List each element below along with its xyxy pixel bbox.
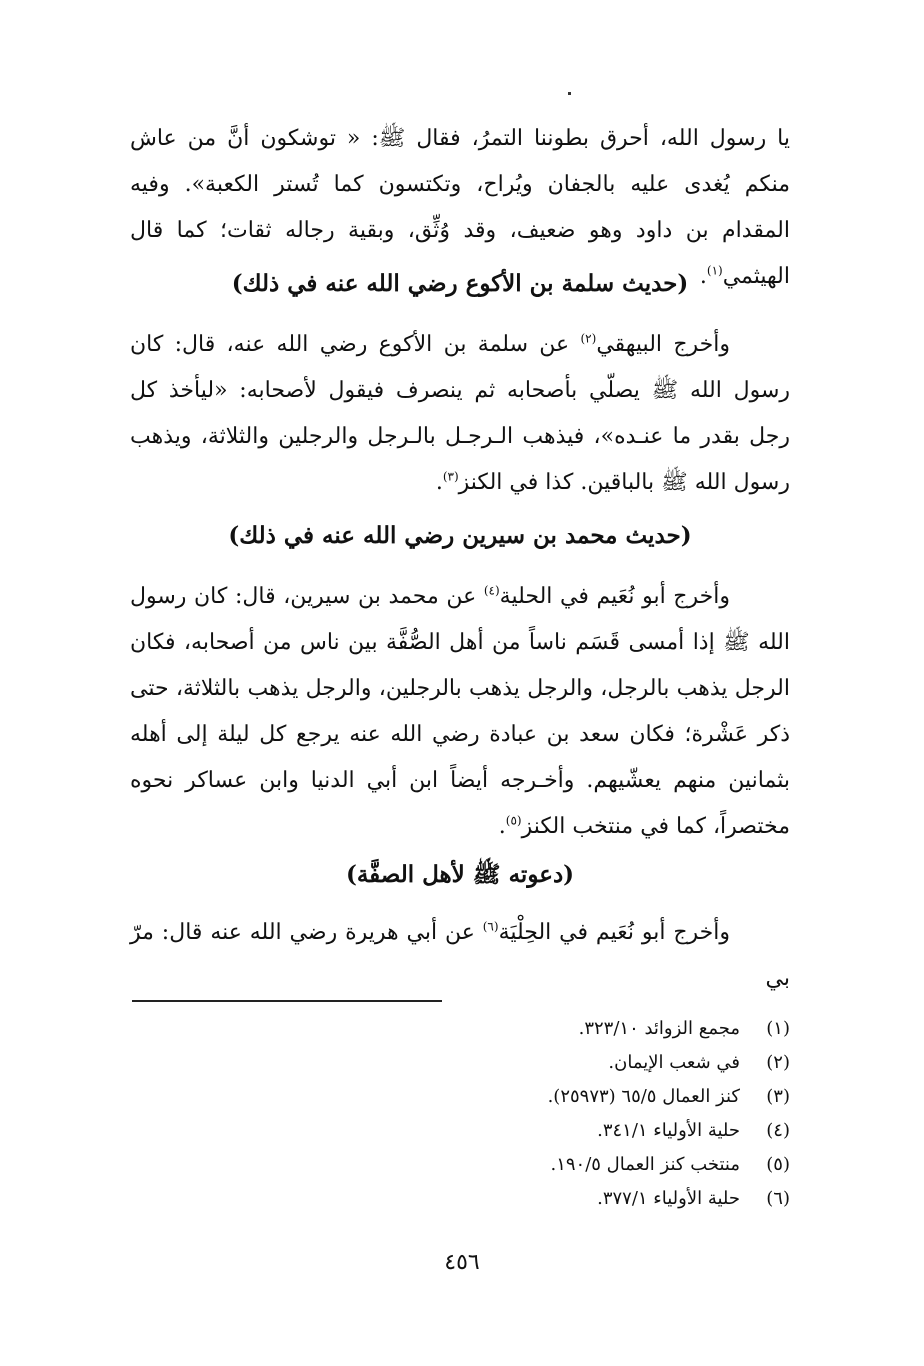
paragraph-4-text: عن أبي هريرة رضي الله عنه قال: مرّ بي: [130, 920, 790, 991]
full-stop: .: [699, 264, 707, 289]
paragraph-1-text: يا رسول الله، أحرق بطوننا التمرُ، فقال ﷺ: « توشكون أنَّ من عاش منكم يُغدى عليه بالجفان ويُراح، وتكتسون كما تُستر الكعبة». وفيه المقدام بن داود وهو ضعيف، وقد وُثِّق، وبقية رجاله ثقات؛ كما قال الهيثمي: [130, 126, 790, 289]
paragraph-3-text: عن محمد بن سيرين، قال: كان رسول الله ﷺ إذا أمسى قَسَم ناساً من أهل الصُّفَّة بين ناس من أصحابه، فكان الرجل يذهب بالرجل، والرجل يذهب بالرجلين، والرجل يذهب بالثلاثة، حتى ذكر عَشْرة؛ فكان سعد بن عبادة رضي الله عنه يرجع كل ليلة إلى أهله بثمانين منهم يعشّيهم. وأخـرجه أيضاً ابن أبي الدنيا وابن عساكر نحوه مختصراً، كما في منتخب الكنز: [130, 584, 790, 839]
paragraph-3-lead: وأخرج أبو نُعَيم في الحلية: [499, 584, 730, 609]
footnote-separator: [132, 1000, 442, 1002]
footnote-item: [290, 1148, 790, 1182]
footnote-item: [290, 1114, 790, 1148]
footnote-ref-6: (٦): [482, 919, 499, 934]
footnotes-list: [290, 1012, 790, 1216]
paragraph-2: [130, 322, 790, 506]
footnote-item: [290, 1012, 790, 1046]
ink-speck: [568, 92, 571, 95]
footnote-item: [290, 1046, 790, 1080]
footnote-ref-5: (٥): [505, 813, 522, 828]
footnote-number: (٢): [766, 1052, 790, 1073]
footnote-number: (٤): [766, 1120, 790, 1141]
paragraph-2-lead: وأخرج البيهقي: [596, 332, 730, 357]
heading-salama: (حديث سلمة بن الأكوع رضي الله عنه في ذلك): [231, 270, 689, 297]
paragraph-4: [130, 910, 790, 1002]
paragraph-4-lead: وأخرج أبو نُعَيم في الحِلْيَة: [498, 920, 730, 945]
full-stop: .: [498, 814, 506, 839]
full-stop: .: [435, 470, 443, 495]
footnote-text: منتخب كنز العمال ١٩٠/٥.: [550, 1154, 740, 1175]
footnote-text: حلية الأولياء ٣٤١/١.: [597, 1120, 740, 1141]
footnote-number: (١): [766, 1018, 790, 1039]
page-number: ٤٥٦: [444, 1250, 480, 1275]
footnote-text: كنز العمال ٦٥/٥ (٢٥٩٧٣).: [547, 1086, 740, 1107]
footnote-item: [290, 1182, 790, 1216]
footnote-text: حلية الأولياء ٣٧٧/١.: [597, 1188, 740, 1209]
footnote-ref-2: (٢): [580, 331, 597, 346]
footnote-number: (٦): [766, 1188, 790, 1209]
footnote-number: (٥): [766, 1154, 790, 1175]
footnote-ref-1: (١): [706, 263, 723, 278]
paragraph-2-text: عن سلمة بن الأكوع رضي الله عنه، قال: كان رسول الله ﷺ يصلّي بأصحابه ثم ينصرف فيقول لأصحابه: «ليأخذ كل رجل بقدر ما عنـده»، فيذهب الـرجـل بالـرجل والرجلين والثلاثة، ويذهب رسول الله ﷺ بالباقين. كذا في الكنز: [130, 332, 790, 495]
footnote-item: [290, 1080, 790, 1114]
footnote-text: في شعب الإيمان.: [608, 1052, 740, 1073]
footnote-ref-3: (٣): [442, 469, 459, 484]
heading-ibn-sirin: (حديث محمد بن سيرين رضي الله عنه في ذلك): [228, 522, 692, 549]
footnote-number: (٣): [766, 1086, 790, 1107]
paragraph-3: [130, 574, 790, 850]
footnote-text: مجمع الزوائد ٣٢٣/١٠.: [578, 1018, 740, 1039]
heading-ahl-al-suffa: (دعوته ﷺ لأهل الصفَّة): [345, 861, 575, 888]
footnote-ref-4: (٤): [483, 583, 500, 598]
